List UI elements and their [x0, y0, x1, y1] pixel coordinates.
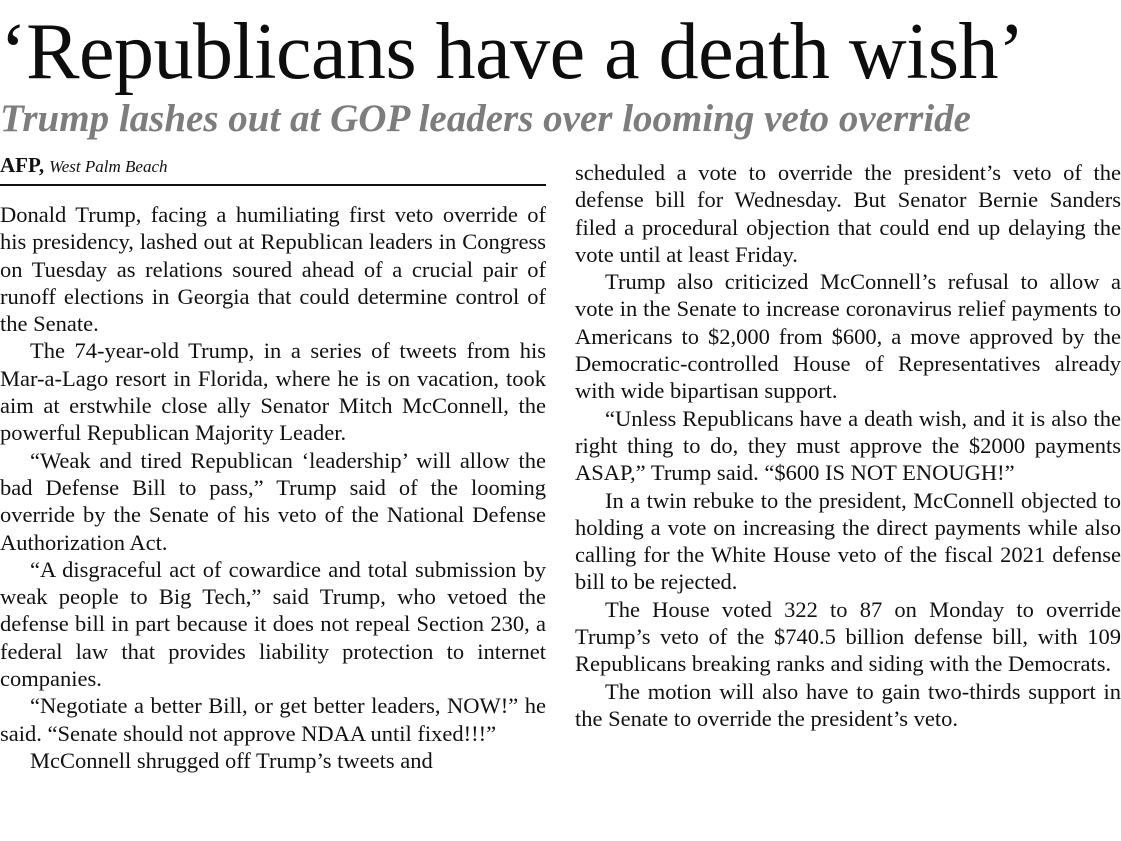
paragraph: The House voted 322 to 87 on Monday to override Trump’s veto of the $740.5 billion defense bill, with 109 Republicans breaking ranks and siding with the Democrats. — [575, 596, 1121, 677]
paragraph: “Unless Republicans have a death wish, and it is also the right thing to do, they must approve the $2000 payments ASAP,” Trump said. “$600 IS NOT ENOUGH!” — [575, 405, 1121, 486]
paragraph: “Weak and tired Republican ‘leadership’ will allow the bad Defense Bill to pass,” Trump said of the looming override by the Senate of his veto of the National Defense Authorization Act. — [0, 447, 546, 555]
byline-location: West Palm Beach — [49, 157, 168, 176]
paragraph: Donald Trump, facing a humiliating first veto override of his presidency, lashed out at Republican leaders in Congress on Tuesday as relations soured ahead of a crucial pair of runoff elections in Georgia that could determine control of the Senate. — [0, 202, 546, 337]
byline-agency: AFP, — [0, 153, 45, 177]
subheadline: Trump lashes out at GOP leaders over looming veto override — [0, 97, 971, 140]
paragraph: McConnell shrugged off Trump’s tweets and — [30, 747, 433, 773]
headline: ‘Republicans have a death wish’ — [0, 8, 1025, 96]
paragraph: The motion will also have to gain two-thirds support in the Senate to override the president’s veto. — [575, 678, 1121, 731]
paragraph: scheduled a vote to override the president’s veto of the defense bill for Wednesday. But Senator Bernie Sanders filed a procedural objection that could end up delaying the vote until at least Friday. — [575, 160, 1121, 267]
article-column-right — [575, 159, 1121, 732]
byline — [0, 150, 546, 186]
paragraph: The 74-year-old Trump, in a series of tweets from his Mar-a-Lago resort in Florida, where he is on vacation, took aim at erstwhile close ally Senator Mitch McConnell, the powerful Republican Majority Leader. — [0, 338, 546, 446]
article-column-left — [0, 201, 546, 774]
paragraph: Trump also criticized McConnell’s refusal to allow a vote in the Senate to increase coronavirus relief payments to Americans to $2,000 from $600, a move approved by the Democratic-controlled House of Representatives already with wide bipartisan support. — [575, 269, 1121, 404]
paragraph: In a twin rebuke to the president, McConnell objected to holding a vote on increasing the direct payments while also calling for the White House veto of the fiscal 2021 defense bill to be rejected. — [575, 487, 1121, 595]
paragraph: “A disgraceful act of cowardice and total submission by weak people to Big Tech,” said Trump, who vetoed the defense bill in part because it does not repeal Section 230, a federal law that provides liability protection to internet companies. — [0, 556, 546, 692]
paragraph: “Negotiate a better Bill, or get better leaders, NOW!” he said. “Senate should not approve NDAA until fixed!!!” — [0, 693, 546, 746]
